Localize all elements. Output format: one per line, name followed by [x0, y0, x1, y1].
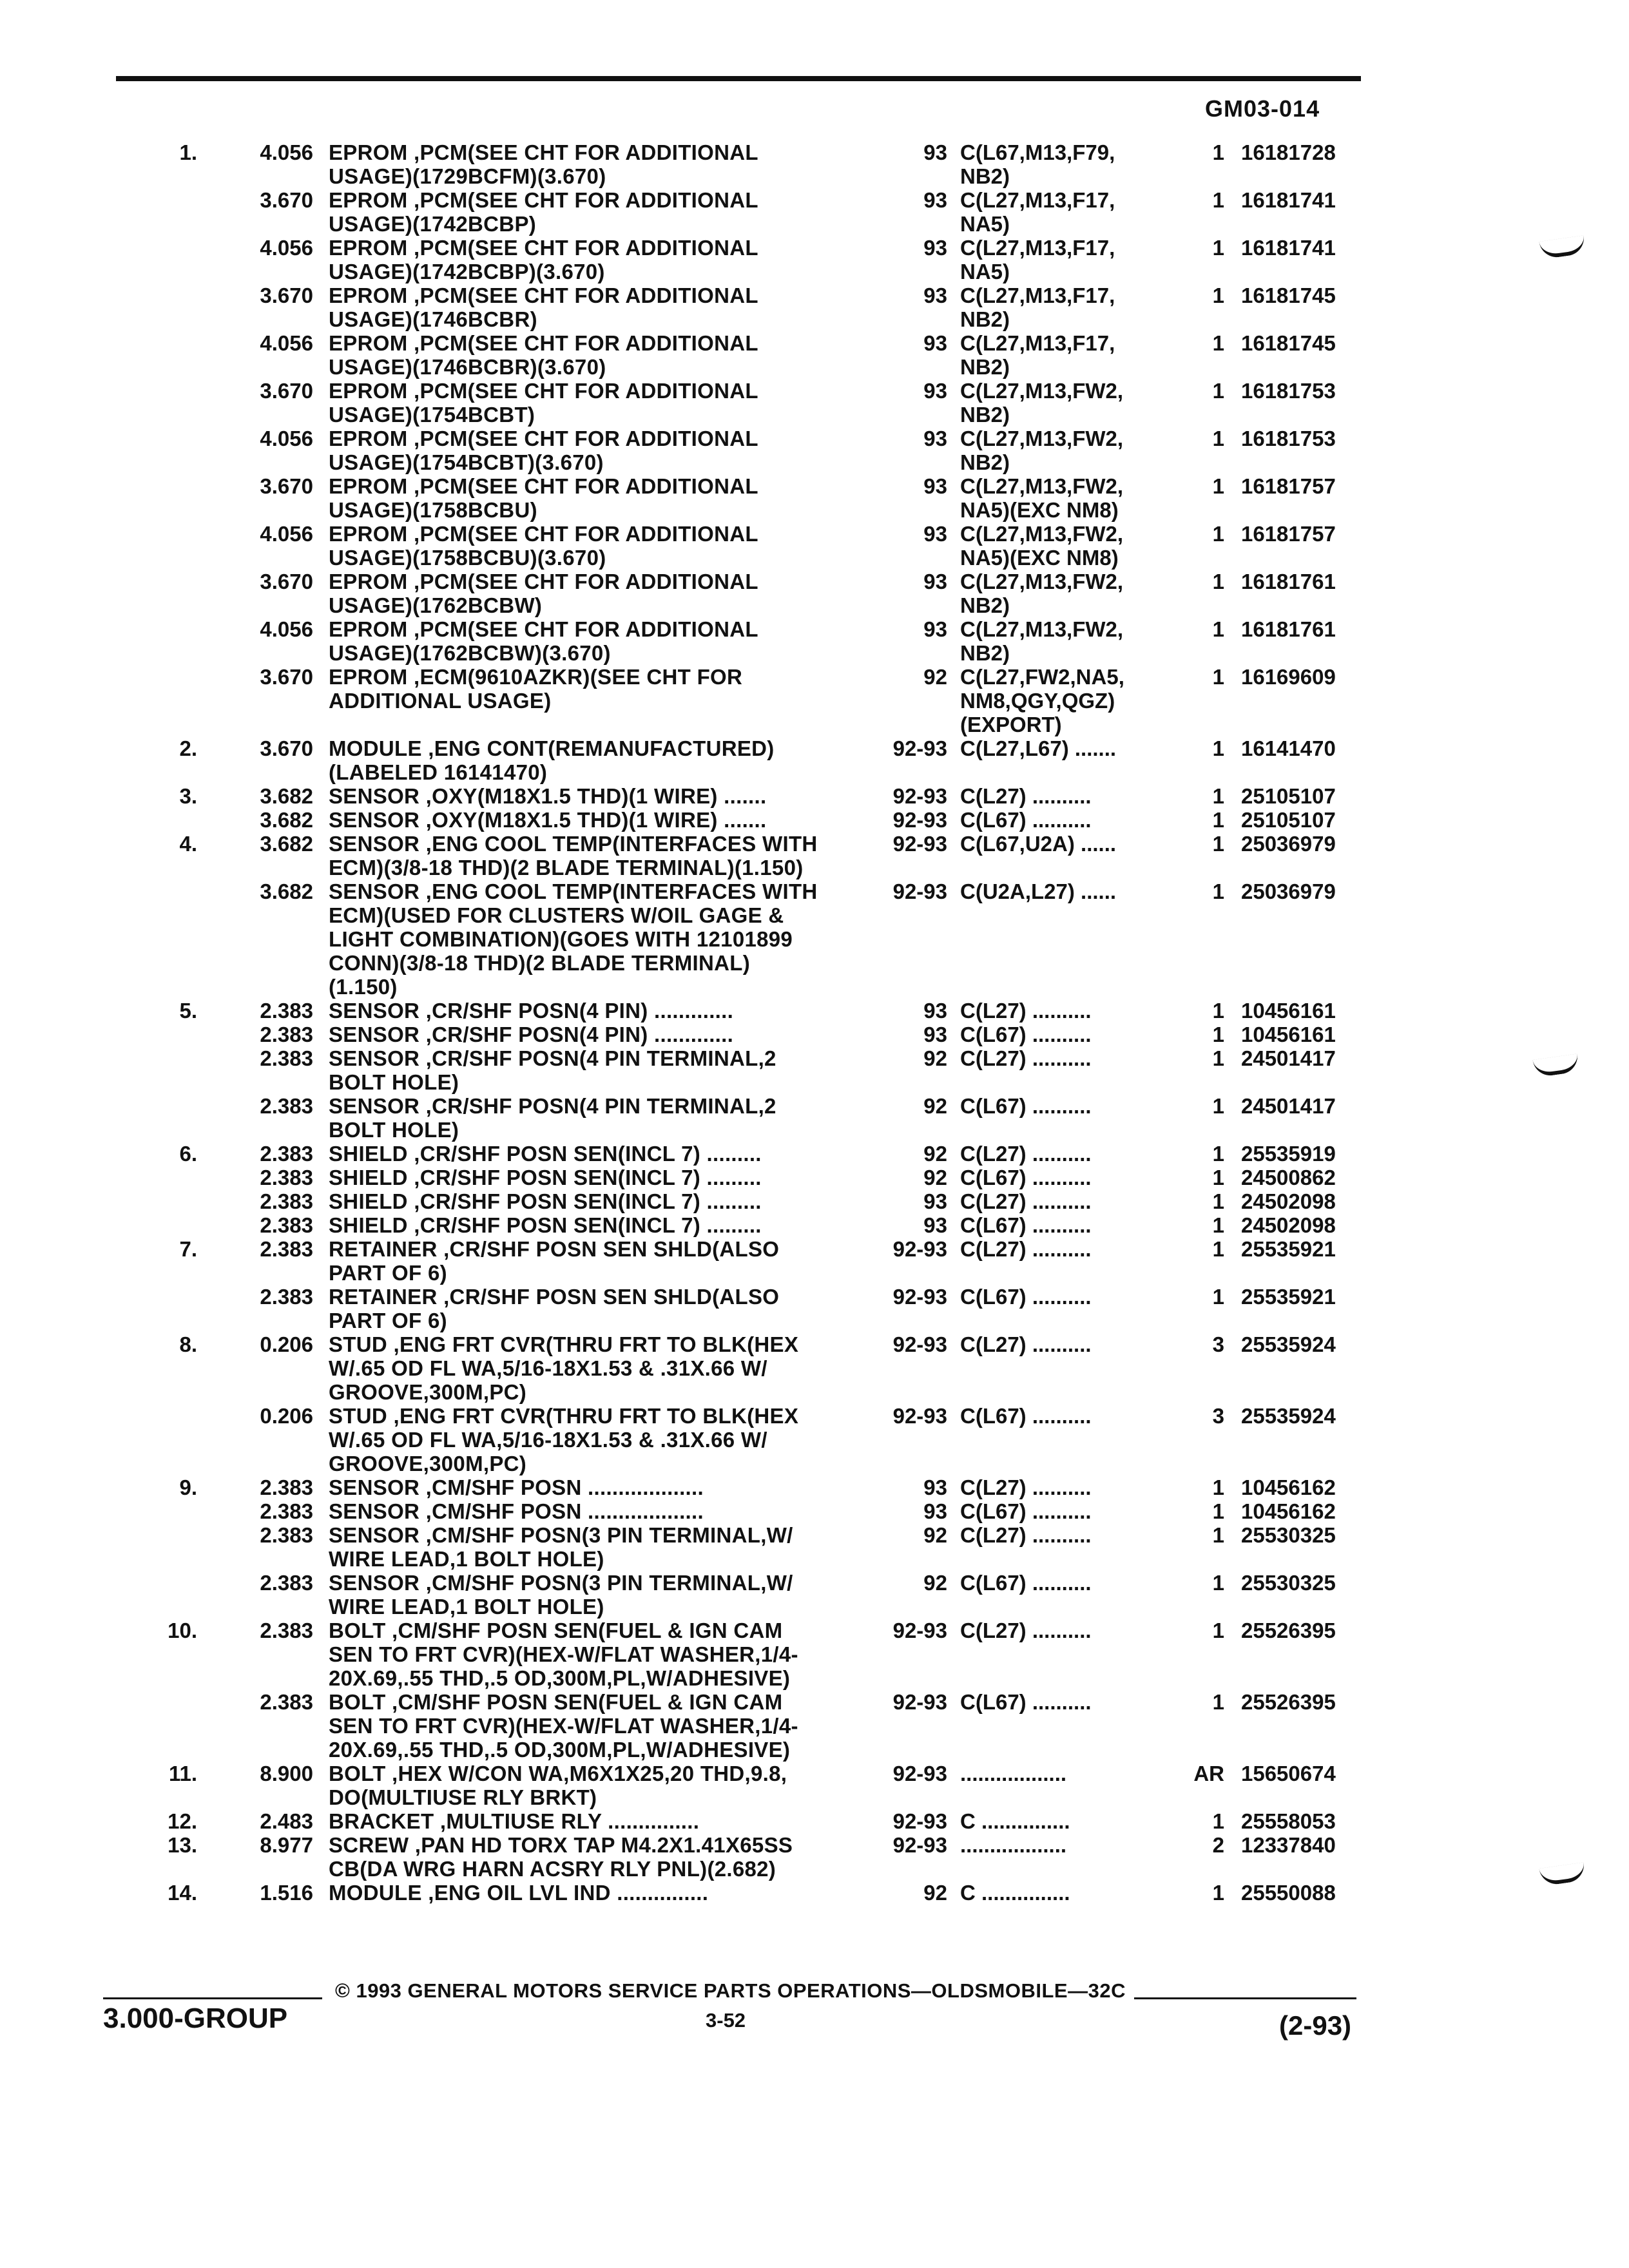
ref-number: 1.	[179, 140, 197, 164]
part-number: 24502098	[1241, 1213, 1336, 1237]
part-description: EPROM ,PCM(SEE CHT FOR ADDITIONAL USAGE)(1758BCBU)(3.670)	[329, 522, 758, 570]
part-description: SENSOR ,CR/SHF POSN(4 PIN) .............	[329, 999, 734, 1023]
group-number: 2.383	[260, 1094, 313, 1118]
quantity: 1	[1212, 1809, 1224, 1833]
application: C(L27) ..........	[960, 1189, 1092, 1213]
ref-number: 4.	[179, 832, 197, 856]
part-number: 16181761	[1241, 617, 1336, 641]
part-row	[0, 379, 1629, 427]
part-description: EPROM ,PCM(SEE CHT FOR ADDITIONAL USAGE)(1754BCBT)(3.670)	[329, 427, 758, 474]
part-number: 25526395	[1241, 1690, 1336, 1714]
quantity: 1	[1212, 284, 1224, 307]
part-row	[0, 1571, 1629, 1619]
model-years: 92-93	[892, 879, 947, 903]
group-number: 3.670	[260, 284, 313, 307]
application: C(L27) ..........	[960, 1523, 1092, 1547]
model-years: 92	[923, 1523, 947, 1547]
model-years: 93	[923, 522, 947, 546]
group-number: 2.383	[260, 1523, 313, 1547]
group-number: 2.383	[260, 1619, 313, 1642]
part-number: 16181741	[1241, 236, 1336, 260]
quantity: 3	[1212, 1332, 1224, 1356]
part-number: 24500862	[1241, 1166, 1336, 1189]
ref-number: 8.	[179, 1332, 197, 1356]
group-number: 2.483	[260, 1809, 313, 1833]
group-number: 3.682	[260, 832, 313, 856]
application: C(U2A,L27) ......	[960, 879, 1117, 903]
part-number: 25105107	[1241, 784, 1336, 808]
part-number: 25530325	[1241, 1523, 1336, 1547]
part-number: 25036979	[1241, 879, 1336, 903]
part-row	[0, 140, 1629, 188]
group-label: 3.000-GROUP	[103, 2003, 288, 2034]
model-years: 92-93	[892, 736, 947, 760]
quantity: 1	[1212, 736, 1224, 760]
part-description: EPROM ,PCM(SEE CHT FOR ADDITIONAL USAGE)(1762BCBW)	[329, 570, 758, 617]
part-row	[0, 1142, 1629, 1166]
part-number: 10456161	[1241, 1023, 1336, 1046]
group-number: 2.383	[260, 999, 313, 1023]
application: C(L27,M13,F17, NA5)	[960, 188, 1115, 236]
document-code: GM03-014	[1205, 95, 1320, 122]
part-description: BOLT ,HEX W/CON WA,M6X1X25,20 THD,9.8, DO(MULTIUSE RLY BRKT)	[329, 1762, 787, 1809]
date-code: (2-93)	[1279, 2010, 1352, 2041]
part-number: 25535924	[1241, 1332, 1336, 1356]
part-description: SHIELD ,CR/SHF POSN SEN(INCL 7) .........	[329, 1189, 762, 1213]
quantity: 1	[1212, 1499, 1224, 1523]
model-years: 92	[923, 1881, 947, 1905]
part-description: SENSOR ,CR/SHF POSN(4 PIN TERMINAL,2 BOLT HOLE)	[329, 1046, 776, 1094]
quantity: 1	[1212, 1881, 1224, 1905]
quantity: 1	[1212, 522, 1224, 546]
model-years: 92	[923, 1142, 947, 1166]
part-row	[0, 617, 1629, 665]
application: C(L67) ..........	[960, 1499, 1092, 1523]
part-number: 10456162	[1241, 1499, 1336, 1523]
ref-number: 13.	[168, 1833, 197, 1857]
group-number: 0.206	[260, 1332, 313, 1356]
application: ..................	[960, 1833, 1067, 1857]
part-description: SHIELD ,CR/SHF POSN SEN(INCL 7) .........	[329, 1142, 762, 1166]
part-row	[0, 1237, 1629, 1285]
application: C(L67) ..........	[960, 1690, 1092, 1714]
ref-number: 12.	[168, 1809, 197, 1833]
quantity: 1	[1212, 236, 1224, 260]
quantity: 1	[1212, 1285, 1224, 1309]
model-years: 93	[923, 617, 947, 641]
group-number: 4.056	[260, 140, 313, 164]
application: C(L27,M13,FW2, NB2)	[960, 427, 1124, 474]
quantity: 1	[1212, 617, 1224, 641]
model-years: 93	[923, 1189, 947, 1213]
application: C(L27) ..........	[960, 1046, 1092, 1070]
part-number: 12337840	[1241, 1833, 1336, 1857]
part-number: 25535921	[1241, 1285, 1336, 1309]
application: C(L67) ..........	[960, 1094, 1092, 1118]
model-years: 92-93	[892, 1809, 947, 1833]
part-row	[0, 1213, 1629, 1237]
ref-number: 11.	[168, 1762, 197, 1785]
model-years: 92-93	[892, 784, 947, 808]
application: C(L27) ..........	[960, 1237, 1092, 1261]
quantity: 1	[1212, 379, 1224, 403]
group-number: 8.900	[260, 1762, 313, 1785]
part-number: 16181728	[1241, 140, 1336, 164]
part-row	[0, 474, 1629, 522]
group-number: 2.383	[260, 1142, 313, 1166]
model-years: 92	[923, 1166, 947, 1189]
model-years: 93	[923, 379, 947, 403]
quantity: 1	[1212, 188, 1224, 212]
application: C(L27) ..........	[960, 1619, 1092, 1642]
group-number: 2.383	[260, 1189, 313, 1213]
group-number: 3.682	[260, 784, 313, 808]
quantity: 1	[1212, 665, 1224, 689]
ref-number: 6.	[179, 1142, 197, 1166]
part-number: 25535924	[1241, 1404, 1336, 1428]
application: C(L27,M13,F17, NB2)	[960, 331, 1115, 379]
part-row	[0, 570, 1629, 617]
model-years: 93	[923, 331, 947, 355]
group-number: 3.682	[260, 808, 313, 832]
model-years: 92	[923, 665, 947, 689]
application: C ...............	[960, 1809, 1070, 1833]
page-number: 3-52	[706, 2009, 746, 2032]
part-row	[0, 331, 1629, 379]
part-row	[0, 736, 1629, 784]
model-years: 92	[923, 1046, 947, 1070]
application: ..................	[960, 1762, 1067, 1785]
part-row	[0, 1475, 1629, 1499]
part-number: 25535919	[1241, 1142, 1336, 1166]
model-years: 92-93	[892, 1762, 947, 1785]
part-description: SENSOR ,CM/SHF POSN(3 PIN TERMINAL,W/ WIRE LEAD,1 BOLT HOLE)	[329, 1571, 793, 1619]
application: C(L27,M13,FW2, NA5)(EXC NM8)	[960, 474, 1124, 522]
model-years: 92-93	[892, 1332, 947, 1356]
group-number: 2.383	[260, 1475, 313, 1499]
quantity: 1	[1212, 1023, 1224, 1046]
quantity: 1	[1212, 832, 1224, 856]
model-years: 93	[923, 427, 947, 450]
part-description: EPROM ,PCM(SEE CHT FOR ADDITIONAL USAGE)(1742BCBP)	[329, 188, 758, 236]
part-row	[0, 1285, 1629, 1332]
quantity: 1	[1212, 570, 1224, 593]
part-number: 16181757	[1241, 474, 1336, 498]
part-description: SENSOR ,CR/SHF POSN(4 PIN TERMINAL,2 BOLT HOLE)	[329, 1094, 776, 1142]
part-row	[0, 1023, 1629, 1046]
application: C(L27,M13,F17, NA5)	[960, 236, 1115, 284]
application: C(L67) ..........	[960, 1166, 1092, 1189]
part-description: SCREW ,PAN HD TORX TAP M4.2X1.41X65SS CB(DA WRG HARN ACSRY RLY PNL)(2.682)	[329, 1833, 793, 1881]
model-years: 93	[923, 188, 947, 212]
group-number: 3.670	[260, 736, 313, 760]
part-number: 25526395	[1241, 1619, 1336, 1642]
part-row	[0, 1332, 1629, 1404]
group-number: 4.056	[260, 617, 313, 641]
part-row	[0, 1404, 1629, 1475]
quantity: 1	[1212, 1142, 1224, 1166]
part-description: SENSOR ,CR/SHF POSN(4 PIN) .............	[329, 1023, 734, 1046]
part-number: 10456161	[1241, 999, 1336, 1023]
top-rule	[116, 76, 1361, 81]
quantity: 1	[1212, 331, 1224, 355]
footer-rule-right	[1134, 1997, 1356, 1999]
footer-rule-left	[103, 1997, 322, 1999]
group-number: 0.206	[260, 1404, 313, 1428]
part-number: 16141470	[1241, 736, 1336, 760]
group-number: 2.383	[260, 1571, 313, 1595]
quantity: 1	[1212, 1237, 1224, 1261]
quantity: 1	[1212, 1189, 1224, 1213]
application: C(L27,FW2,NA5, NM8,QGY,QGZ) (EXPORT)	[960, 665, 1124, 736]
part-number: 25558053	[1241, 1809, 1336, 1833]
application: C ...............	[960, 1881, 1070, 1905]
part-row	[0, 1189, 1629, 1213]
application: C(L27) ..........	[960, 999, 1092, 1023]
group-number: 2.383	[260, 1046, 313, 1070]
ref-number: 2.	[179, 736, 197, 760]
group-number: 3.670	[260, 665, 313, 689]
part-number: 16181745	[1241, 331, 1336, 355]
quantity: 1	[1212, 1690, 1224, 1714]
part-description: SENSOR ,ENG COOL TEMP(INTERFACES WITH ECM)(USED FOR CLUSTERS W/OIL GAGE & LIGHT COMBINATION)(GOES WITH 12101899 CONN)(3/8-18 THD)(2 BLADE TERMINAL) (1.150)	[329, 879, 818, 999]
model-years: 93	[923, 1213, 947, 1237]
group-number: 4.056	[260, 522, 313, 546]
model-years: 92-93	[892, 1404, 947, 1428]
application: C(L67) ..........	[960, 1571, 1092, 1595]
part-description: SENSOR ,CM/SHF POSN ...................	[329, 1499, 704, 1523]
part-row	[0, 665, 1629, 736]
part-description: MODULE ,ENG CONT(REMANUFACTURED) (LABELED 16141470)	[329, 736, 775, 784]
group-number: 2.383	[260, 1213, 313, 1237]
application: C(L27,L67) .......	[960, 736, 1117, 760]
application: C(L67,M13,F79, NB2)	[960, 140, 1115, 188]
part-row	[0, 427, 1629, 474]
parts-list	[0, 140, 1629, 1905]
part-number: 24502098	[1241, 1189, 1336, 1213]
ref-number: 3.	[179, 784, 197, 808]
model-years: 93	[923, 1475, 947, 1499]
quantity: 1	[1212, 1046, 1224, 1070]
model-years: 93	[923, 1023, 947, 1046]
model-years: 92-93	[892, 1237, 947, 1261]
part-description: EPROM ,PCM(SEE CHT FOR ADDITIONAL USAGE)(1746BCBR)	[329, 284, 758, 331]
part-row	[0, 1046, 1629, 1094]
part-description: EPROM ,PCM(SEE CHT FOR ADDITIONAL USAGE)(1762BCBW)(3.670)	[329, 617, 758, 665]
model-years: 92-93	[892, 1619, 947, 1642]
group-number: 2.383	[260, 1166, 313, 1189]
group-number: 3.670	[260, 474, 313, 498]
group-number: 2.383	[260, 1237, 313, 1261]
part-row	[0, 1499, 1629, 1523]
part-row	[0, 188, 1629, 236]
quantity: AR	[1193, 1762, 1224, 1785]
group-number: 4.056	[260, 427, 313, 450]
quantity: 1	[1212, 1094, 1224, 1118]
part-description: RETAINER ,CR/SHF POSN SEN SHLD(ALSO PART OF 6)	[329, 1285, 780, 1332]
part-row	[0, 1690, 1629, 1762]
part-description: STUD ,ENG FRT CVR(THRU FRT TO BLK(HEX W/.65 OD FL WA,5/16-18X1.53 & .31X.66 W/ GROOVE,300M,PC)	[329, 1404, 799, 1475]
application: C(L27,M13,FW2, NB2)	[960, 570, 1124, 617]
quantity: 1	[1212, 879, 1224, 903]
part-description: EPROM ,ECM(9610AZKR)(SEE CHT FOR ADDITIONAL USAGE)	[329, 665, 743, 713]
part-number: 25105107	[1241, 808, 1336, 832]
ref-number: 5.	[179, 999, 197, 1023]
application: C(L67) ..........	[960, 1285, 1092, 1309]
part-description: EPROM ,PCM(SEE CHT FOR ADDITIONAL USAGE)(1742BCBP)(3.670)	[329, 236, 758, 284]
part-number: 16181757	[1241, 522, 1336, 546]
group-number: 3.682	[260, 879, 313, 903]
model-years: 92	[923, 1571, 947, 1595]
part-number: 25550088	[1241, 1881, 1336, 1905]
part-number: 25530325	[1241, 1571, 1336, 1595]
part-description: SHIELD ,CR/SHF POSN SEN(INCL 7) .........	[329, 1166, 762, 1189]
part-number: 16181753	[1241, 379, 1336, 403]
group-number: 4.056	[260, 331, 313, 355]
quantity: 1	[1212, 1619, 1224, 1642]
group-number: 8.977	[260, 1833, 313, 1857]
application: C(L27,M13,FW2, NB2)	[960, 379, 1124, 427]
part-number: 15650674	[1241, 1762, 1336, 1785]
model-years: 92-93	[892, 1833, 947, 1857]
part-description: EPROM ,PCM(SEE CHT FOR ADDITIONAL USAGE)(1754BCBT)	[329, 379, 758, 427]
quantity: 1	[1212, 784, 1224, 808]
part-number: 16181745	[1241, 284, 1336, 307]
part-description: EPROM ,PCM(SEE CHT FOR ADDITIONAL USAGE)(1758BCBU)	[329, 474, 758, 522]
part-description: SENSOR ,ENG COOL TEMP(INTERFACES WITH ECM)(3/8-18 THD)(2 BLADE TERMINAL)(1.150)	[329, 832, 818, 879]
quantity: 1	[1212, 1166, 1224, 1189]
quantity: 1	[1212, 1523, 1224, 1547]
application: C(L27,M13,FW2, NB2)	[960, 617, 1124, 665]
part-description: BOLT ,CM/SHF POSN SEN(FUEL & IGN CAM SEN TO FRT CVR)(HEX-W/FLAT WASHER,1/4- 20X.69,.55 THD,.5 OD,300M,PL,W/ADHESIVE)	[329, 1619, 798, 1690]
ref-number: 9.	[179, 1475, 197, 1499]
quantity: 1	[1212, 1213, 1224, 1237]
part-row	[0, 1762, 1629, 1809]
part-row	[0, 1619, 1629, 1690]
part-description: EPROM ,PCM(SEE CHT FOR ADDITIONAL USAGE)(1729BCFM)(3.670)	[329, 140, 758, 188]
model-years: 92	[923, 1094, 947, 1118]
part-row	[0, 832, 1629, 879]
model-years: 93	[923, 236, 947, 260]
application: C(L27) ..........	[960, 784, 1092, 808]
application: C(L27,M13,F17, NB2)	[960, 284, 1115, 331]
model-years: 92-93	[892, 832, 947, 856]
part-row	[0, 1809, 1629, 1833]
part-row	[0, 1094, 1629, 1142]
ref-number: 10.	[168, 1619, 197, 1642]
group-number: 1.516	[260, 1881, 313, 1905]
part-row	[0, 1523, 1629, 1571]
part-description: EPROM ,PCM(SEE CHT FOR ADDITIONAL USAGE)(1746BCBR)(3.670)	[329, 331, 758, 379]
model-years: 93	[923, 474, 947, 498]
part-row	[0, 808, 1629, 832]
model-years: 93	[923, 1499, 947, 1523]
quantity: 2	[1212, 1833, 1224, 1857]
quantity: 1	[1212, 474, 1224, 498]
part-description: BOLT ,CM/SHF POSN SEN(FUEL & IGN CAM SEN TO FRT CVR)(HEX-W/FLAT WASHER,1/4- 20X.69,.55 THD,.5 OD,300M,PL,W/ADHESIVE)	[329, 1690, 798, 1762]
part-row	[0, 784, 1629, 808]
model-years: 93	[923, 999, 947, 1023]
group-number: 2.383	[260, 1690, 313, 1714]
part-row	[0, 236, 1629, 284]
part-description: SHIELD ,CR/SHF POSN SEN(INCL 7) .........	[329, 1213, 762, 1237]
part-number: 16181741	[1241, 188, 1336, 212]
part-description: SENSOR ,CM/SHF POSN(3 PIN TERMINAL,W/ WIRE LEAD,1 BOLT HOLE)	[329, 1523, 793, 1571]
model-years: 93	[923, 284, 947, 307]
application: C(L67) ..........	[960, 1023, 1092, 1046]
quantity: 1	[1212, 427, 1224, 450]
group-number: 2.383	[260, 1499, 313, 1523]
part-row	[0, 1881, 1629, 1905]
part-description: RETAINER ,CR/SHF POSN SEN SHLD(ALSO PART OF 6)	[329, 1237, 780, 1285]
model-years: 93	[923, 570, 947, 593]
part-description: BRACKET ,MULTIUSE RLY ...............	[329, 1809, 700, 1833]
quantity: 1	[1212, 808, 1224, 832]
application: C(L27,M13,FW2, NA5)(EXC NM8)	[960, 522, 1124, 570]
application: C(L27) ..........	[960, 1332, 1092, 1356]
part-row	[0, 879, 1629, 999]
part-description: SENSOR ,CM/SHF POSN ...................	[329, 1475, 704, 1499]
model-years: 93	[923, 140, 947, 164]
part-description: STUD ,ENG FRT CVR(THRU FRT TO BLK(HEX W/.65 OD FL WA,5/16-18X1.53 & .31X.66 W/ GROOVE,300M,PC)	[329, 1332, 799, 1404]
copyright-line: © 1993 GENERAL MOTORS SERVICE PARTS OPERATIONS—OLDSMOBILE—32C	[335, 1979, 1126, 2002]
application: C(L27) ..........	[960, 1475, 1092, 1499]
group-number: 2.383	[260, 1023, 313, 1046]
quantity: 1	[1212, 140, 1224, 164]
part-row	[0, 1166, 1629, 1189]
part-row	[0, 1833, 1629, 1881]
application: C(L67) ..........	[960, 1404, 1092, 1428]
model-years: 92-93	[892, 1285, 947, 1309]
part-description: SENSOR ,OXY(M18X1.5 THD)(1 WIRE) .......	[329, 808, 767, 832]
part-number: 24501417	[1241, 1046, 1336, 1070]
application: C(L27) ..........	[960, 1142, 1092, 1166]
quantity: 1	[1212, 999, 1224, 1023]
part-number: 25036979	[1241, 832, 1336, 856]
part-description: SENSOR ,OXY(M18X1.5 THD)(1 WIRE) .......	[329, 784, 767, 808]
part-description: MODULE ,ENG OIL LVL IND ...............	[329, 1881, 709, 1905]
application: C(L67) ..........	[960, 1213, 1092, 1237]
part-number: 25535921	[1241, 1237, 1336, 1261]
part-number: 24501417	[1241, 1094, 1336, 1118]
quantity: 1	[1212, 1475, 1224, 1499]
group-number: 3.670	[260, 379, 313, 403]
part-number: 16181753	[1241, 427, 1336, 450]
part-row	[0, 284, 1629, 331]
part-number: 16169609	[1241, 665, 1336, 689]
model-years: 92-93	[892, 1690, 947, 1714]
group-number: 4.056	[260, 236, 313, 260]
group-number: 2.383	[260, 1285, 313, 1309]
application: C(L67,U2A) ......	[960, 832, 1117, 856]
ref-number: 14.	[168, 1881, 197, 1905]
ref-number: 7.	[179, 1237, 197, 1261]
quantity: 1	[1212, 1571, 1224, 1595]
part-row	[0, 999, 1629, 1023]
application: C(L67) ..........	[960, 808, 1092, 832]
part-row	[0, 522, 1629, 570]
part-number: 16181761	[1241, 570, 1336, 593]
quantity: 3	[1212, 1404, 1224, 1428]
model-years: 92-93	[892, 808, 947, 832]
group-number: 3.670	[260, 570, 313, 593]
part-number: 10456162	[1241, 1475, 1336, 1499]
group-number: 3.670	[260, 188, 313, 212]
